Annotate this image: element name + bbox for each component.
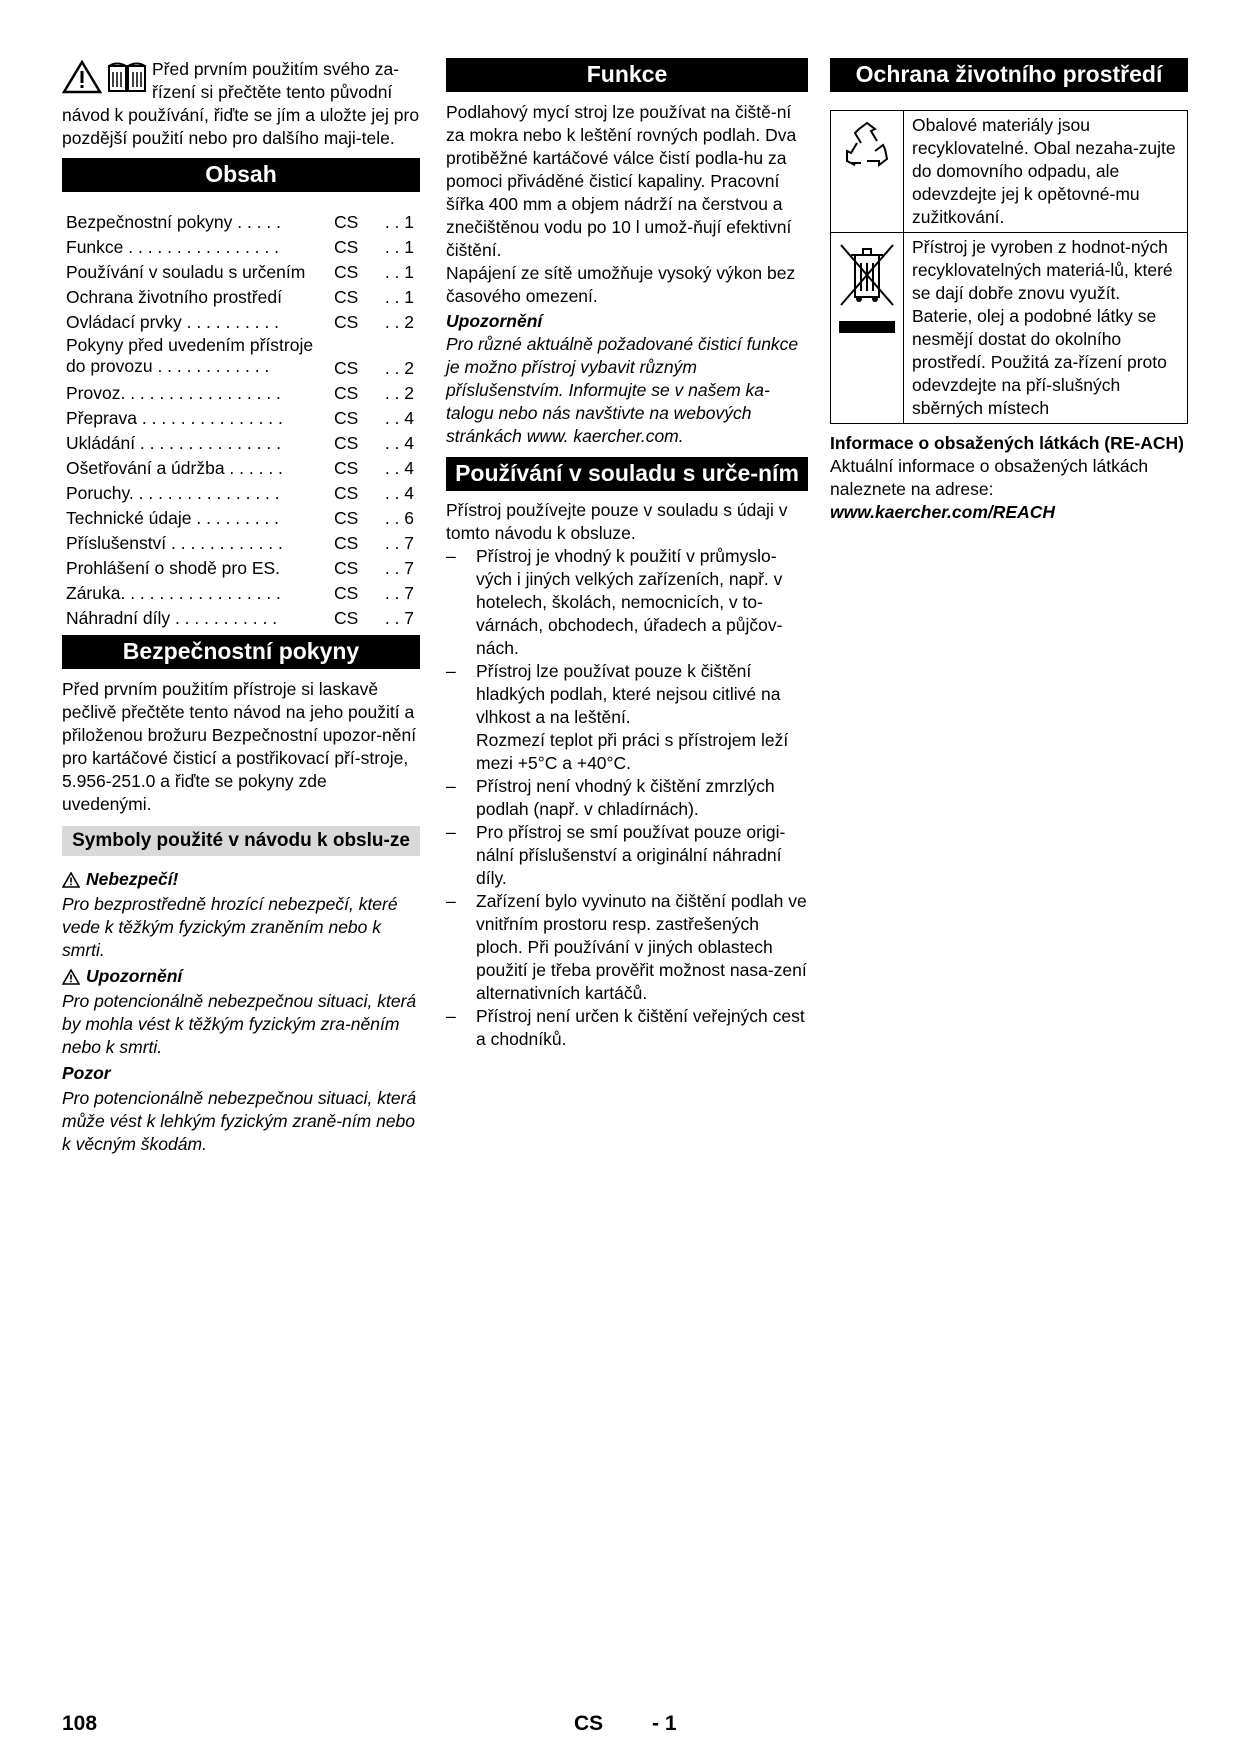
caution-label: Pozor bbox=[62, 1063, 111, 1083]
bezpecnost-heading: Bezpečnostní pokyny bbox=[62, 635, 420, 669]
recycle-icon bbox=[839, 119, 895, 175]
manual-book-icon bbox=[106, 60, 148, 94]
intro-icons bbox=[62, 60, 148, 94]
list-item: – Pro přístroj se smí používat pouze origi-nální příslušenství a originální náhradní díly. bbox=[446, 821, 808, 890]
column-left bbox=[62, 58, 420, 1156]
page-number: 108 bbox=[62, 1712, 98, 1735]
column-right bbox=[830, 58, 1188, 524]
intro-text: návod k používání, řiďte se jím a uložte jej pro pozdější použití nebo pro dalšího maji-tele. bbox=[62, 105, 420, 148]
pouzivani-list bbox=[446, 545, 808, 1051]
weee-text: Přístroj je vyroben z hodnot-ných recyklovatelných materiá-lů, které se dají dobře znovu využít. Baterie, olej a podobné látky se nesmějí dostat do okolního prostředí. Použitá za-řízení proto odevzdejte na pří-slušných sběrných místech bbox=[904, 233, 1188, 424]
toc-row[interactable]: Záruka. . . . . . . . . . . . . . . . . CS . . 7 bbox=[66, 583, 414, 603]
toc-row[interactable]: Používání v souladu s určením CS . . 1 bbox=[66, 262, 414, 282]
symbols-heading: Symboly použité v návodu k obslu-ze bbox=[62, 826, 420, 856]
toc-row[interactable]: Prohlášení o shodě pro ES. CS . . 7 bbox=[66, 558, 414, 578]
warning-triangle-icon bbox=[62, 872, 80, 888]
toc-row[interactable]: Pokyny před uvedením přístroje do provozu . . . . . . . . . . . . CS . . 2 bbox=[66, 335, 414, 378]
toc-row[interactable]: Příslušenství . . . . . . . . . . . . CS . . 7 bbox=[66, 533, 414, 553]
footer-language: CS bbox=[574, 1712, 604, 1735]
toc-row[interactable]: Ovládací prvky . . . . . . . . . . CS . . 2 bbox=[66, 312, 414, 332]
toc-row[interactable]: Technické údaje . . . . . . . . . CS . . 6 bbox=[66, 508, 414, 528]
funkce-text-2: Napájení ze sítě umožňuje vysoký výkon bez časového omezení. bbox=[446, 263, 796, 306]
list-item: – Zařízení bylo vyvinuto na čištění podlah ve vnitřním prostoru resp. zastřešených ploch. Při používání v jiných oblastech použití je třeba prověřit možnost nasa-zení alternativních kartáčů. bbox=[446, 890, 808, 1005]
obsah-heading: Obsah bbox=[62, 158, 420, 192]
list-item: – Přístroj není určen k čištění veřejných cest a chodníků. bbox=[446, 1005, 808, 1051]
toc-row[interactable]: Ošetřování a údržba . . . . . . CS . . 4 bbox=[66, 458, 414, 478]
danger-label: Nebezpečí! bbox=[62, 868, 420, 891]
toc-row[interactable]: Náhradní díly . . . . . . . . . . . CS . . 7 bbox=[66, 608, 414, 628]
caution-text: Pro potencionálně nebezpečnou situaci, která může vést k lehkým fyzickým zraně-ním nebo k věcným škodám. bbox=[62, 1088, 417, 1154]
danger-text: Pro bezprostředně hrozící nebezpečí, které vede k těžkým fyzickým zraněním nebo k smrti. bbox=[62, 894, 398, 960]
list-item: – Přístroj není vhodný k čištění zmrzlých podlah (např. v chladírnách). bbox=[446, 775, 808, 821]
footer-local-page: - 1 bbox=[652, 1712, 677, 1735]
ochrana-heading: Ochrana životního prostředí bbox=[830, 58, 1188, 92]
table-of-contents bbox=[62, 210, 420, 631]
intro-block bbox=[62, 58, 420, 104]
warning-triangle-icon bbox=[62, 60, 102, 94]
recycle-text: Obalové materiály jsou recyklovatelné. Obal nezaha-zujte do domovního odpadu, ale odevzdejte jej k opětovné-mu zužitkování. bbox=[904, 111, 1188, 233]
warning-triangle-icon bbox=[62, 969, 80, 985]
warning-label: Upozornění bbox=[62, 965, 420, 988]
column-middle bbox=[446, 58, 808, 1051]
temp-note: Rozmezí teplot při práci s přístrojem leží mezi +5°C a +40°C. bbox=[476, 730, 789, 773]
reach-link[interactable]: www.kaercher.com/REACH bbox=[830, 502, 1055, 522]
pouzivani-heading: Používání v souladu s urče-ním bbox=[446, 457, 808, 491]
toc-row[interactable]: Poruchy. . . . . . . . . . . . . . . . CS . . 4 bbox=[66, 483, 414, 503]
toc-row[interactable]: Funkce . . . . . . . . . . . . . . . . CS . . 1 bbox=[66, 237, 414, 257]
funkce-note-text: Pro různé aktuálně požadované čisticí funkce je možno přístroj vybavit různým příslušenstvím. Informujte se v našem ka-talogu nebo nás navštivte na webových stránkách www. kaercher.com. bbox=[446, 334, 799, 446]
intro-line-2: řízení si přečtěte tento původní bbox=[152, 82, 393, 102]
toc-row[interactable]: Přeprava . . . . . . . . . . . . . . . CS . . 4 bbox=[66, 408, 414, 428]
list-item: – Přístroj lze používat pouze k čištění hladkých podlah, které nejsou citlivé na vlhkost a na leštění. Rozmezí teplot při práci s přístrojem leží mezi +5°C a +40°C. bbox=[446, 660, 808, 775]
funkce-note-label: Upozornění bbox=[446, 311, 543, 331]
toc-row[interactable]: Ochrana životního prostředí CS . . 1 bbox=[66, 287, 414, 307]
toc-row[interactable]: Bezpečnostní pokyny . . . . . CS . . 1 bbox=[66, 212, 414, 232]
crossed-bin-icon bbox=[837, 241, 897, 341]
reach-text: Aktuální informace o obsažených látkách naleznete na adrese: bbox=[830, 456, 1149, 499]
pouzivani-intro: Přístroj používejte pouze v souladu s údaji v tomto návodu k obsluze. bbox=[446, 500, 788, 543]
toc-row[interactable]: Ukládání . . . . . . . . . . . . . . . CS . . 4 bbox=[66, 433, 414, 453]
funkce-heading: Funkce bbox=[446, 58, 808, 92]
funkce-text: Podlahový mycí stroj lze používat na čiště-ní za mokra nebo k leštění rovných podlah. Dva protiběžné kartáčové válce čistí podla-hu za pomoci přiváděné čisticí kapaliny. Pracovní šířka 400 mm a objem nádrží na čerstvou a znečištěnou vodu po 10 l umož-ňují efektivní čištění. bbox=[446, 102, 797, 260]
intro-line-1: Před prvním použitím svého za- bbox=[152, 59, 400, 79]
list-item: – Přístroj je vhodný k použití v průmyslo-vých i jiných velkých zařízeních, např. v hotelech, školách, nemocnicích, v to-várnách, obchodech, úřadech a půjčov-nách. bbox=[446, 545, 808, 660]
bezpecnost-text: Před prvním použitím přístroje si laskavě pečlivě přečtěte tento návod na jeho použití a přiloženou brožuru Bezpečnostní upozor-nění pro kartáčové čisticí a postřikovací pří-stroje, 5.956-251.0 a řiďte se pokyny zde uvedenými. bbox=[62, 679, 417, 814]
warning-text: Pro potencionálně nebezpečnou situaci, která by mohla vést k těžkým fyzickým zra-něním nebo k smrti. bbox=[62, 991, 417, 1057]
toc-row[interactable]: Provoz. . . . . . . . . . . . . . . . . CS . . 2 bbox=[66, 383, 414, 403]
environment-table bbox=[830, 110, 1188, 424]
reach-title: Informace o obsažených látkách (RE-ACH) bbox=[830, 433, 1184, 453]
